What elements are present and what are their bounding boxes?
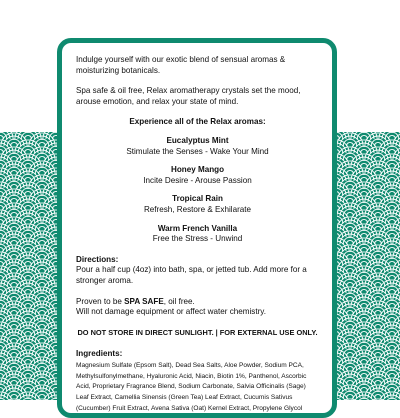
proven-line-2: Will not damage equipment or affect water chemistry.: [76, 307, 266, 317]
directions-text: Pour a half cup (4oz) into bath, spa, or jetted tub. Add more for a stronger aroma.: [76, 265, 307, 285]
aroma-item: [76, 224, 319, 245]
aroma-item: [76, 194, 319, 215]
aroma-description: Refresh, Restore & Exhilarate: [143, 204, 252, 214]
aromas-heading: Experience all of the Relax aromas:: [129, 117, 266, 127]
storage-warning: DO NOT STORE IN DIRECT SUNLIGHT. | FOR EXTERNAL USE ONLY.: [77, 327, 318, 337]
aroma-name: Honey Mango: [170, 165, 225, 175]
aroma-description: Free the Stress - Unwind: [152, 234, 243, 244]
proven-section: [76, 297, 319, 318]
intro-paragraph: Indulge yourself with our exotic blend of sensual aromas & moisturizing botanicals.: [76, 55, 286, 75]
ingredients-title: Ingredients:: [76, 349, 123, 359]
proven-prefix: Proven to be: [76, 296, 125, 306]
aroma-name: Tropical Rain: [172, 194, 223, 204]
spa-safe-emphasis: SPA SAFE: [124, 296, 164, 306]
aroma-name: Eucalyptus Mint: [166, 135, 229, 145]
aroma-description: Stimulate the Senses - Wake Your Mind: [126, 146, 269, 156]
aroma-name: Warm French Vanilla: [157, 223, 238, 233]
aroma-item: [76, 165, 319, 186]
label-card: [57, 38, 337, 418]
aroma-item: [76, 136, 319, 157]
spa-safe-paragraph: Spa safe & oil free, Relax aromatherapy crystals set the mood, arouse emotion, and relax your state of mind.: [76, 86, 301, 106]
aroma-description: Incite Desire - Arouse Passion: [143, 175, 252, 185]
directions-section: [76, 255, 319, 287]
directions-title: Directions:: [76, 254, 119, 264]
ingredients-list: Magnesium Sulfate (Epsom Salt), Dead Sea Salts, Aloe Powder, Sodium PCA, Methylsulfonylmethane, Hyaluronic Acid, Niacin, Biotin 1%, Panthenol, Ascorbic Acid, Proprietary Fragrance Blend, Sodium Carbonate, Salvia Officinalis (Sage) Leaf Extract, Camellia Sinensis (Green Tea) Leaf Extract, Cucumis Sativus (Cucumber) Fruit Extract, Avena Sativa (Oat) Kernel Extract, Propylene Glycol: [76, 361, 307, 412]
proven-suffix: , oil free.: [163, 296, 195, 306]
